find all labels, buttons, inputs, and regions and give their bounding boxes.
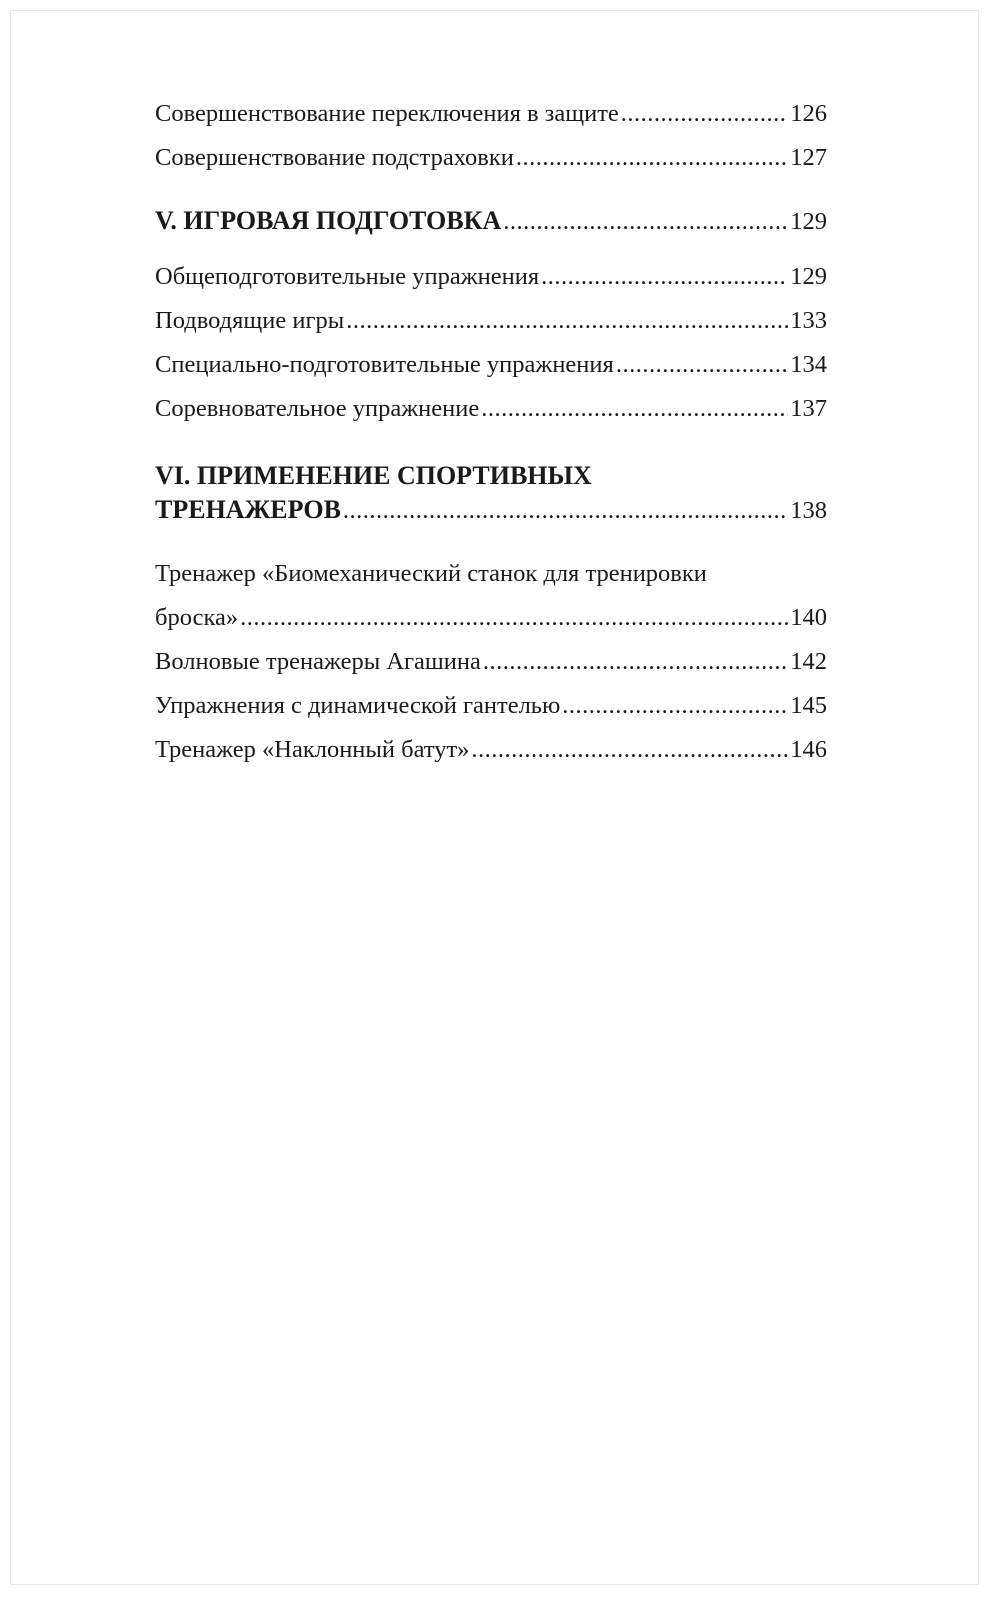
toc-entry[interactable]: [155, 387, 827, 431]
toc-section-heading[interactable]: [155, 459, 827, 528]
toc-entry-page: 146: [790, 736, 827, 763]
section-page: 138: [790, 497, 827, 524]
toc-entry-title: Совершенствование переключения в защите: [155, 100, 619, 127]
toc-entry[interactable]: [155, 640, 827, 684]
toc-entry-title: Тренажер «Наклонный батут»: [155, 736, 470, 763]
toc-entry-page: 134: [790, 351, 827, 378]
toc-entry[interactable]: [155, 552, 827, 640]
toc-entry-page: 129: [790, 263, 827, 290]
dot-leader: [503, 205, 788, 239]
toc-entry[interactable]: [155, 255, 827, 299]
dot-leader: [481, 387, 788, 431]
toc-entry-title: Общеподготовительные упражнения: [155, 263, 540, 290]
section-title-line2: ТРЕНАЖЕРОВ: [155, 495, 341, 524]
section-page: 129: [790, 208, 827, 235]
toc-entry[interactable]: [155, 343, 827, 387]
dot-leader: [562, 684, 788, 728]
section-title-line1: VI. ПРИМЕНЕНИЕ СПОРТИВНЫХ: [155, 461, 592, 490]
section-title: V. ИГРОВАЯ ПОДГОТОВКА: [155, 206, 502, 235]
dot-leader: [346, 299, 788, 343]
dot-leader: [483, 640, 788, 684]
toc-entry[interactable]: [155, 684, 827, 728]
toc-entry-title: Совершенствование подстраховки: [155, 144, 514, 171]
toc-entry-page: 145: [790, 692, 827, 719]
toc-entry-title: Соревновательное упражнение: [155, 395, 480, 422]
dot-leader: [616, 343, 788, 387]
toc-entry[interactable]: [155, 299, 827, 343]
toc-entry-page: 137: [790, 395, 827, 422]
toc-entry-page: 133: [790, 307, 827, 334]
dot-leader: [621, 92, 788, 136]
toc-entry-page: 126: [790, 100, 827, 127]
toc-entry-title-line2: броска»: [155, 604, 239, 631]
toc-entry[interactable]: [155, 136, 827, 180]
dot-leader: [240, 596, 788, 640]
toc-entry-page: 127: [790, 144, 827, 171]
toc-section-heading[interactable]: [155, 204, 827, 239]
toc-entry[interactable]: [155, 728, 827, 772]
toc-entry-page: 142: [790, 648, 827, 675]
table-of-contents: [155, 92, 827, 772]
toc-entry-title: Специально-подготовительные упражнения: [155, 351, 614, 378]
toc-entry-title: Подводящие игры: [155, 307, 345, 334]
toc-entry-title-line1: Тренажер «Биомеханический станок для тренировки: [155, 560, 707, 587]
toc-entry-title: Упражнения с динамической гантелью: [155, 692, 561, 719]
dot-leader: [343, 494, 788, 528]
toc-entry[interactable]: [155, 92, 827, 136]
dot-leader: [516, 136, 788, 180]
dot-leader: [471, 728, 788, 772]
toc-entry-title: Волновые тренажеры Агашина: [155, 648, 481, 675]
toc-entry-page: 140: [790, 604, 827, 631]
dot-leader: [541, 255, 788, 299]
